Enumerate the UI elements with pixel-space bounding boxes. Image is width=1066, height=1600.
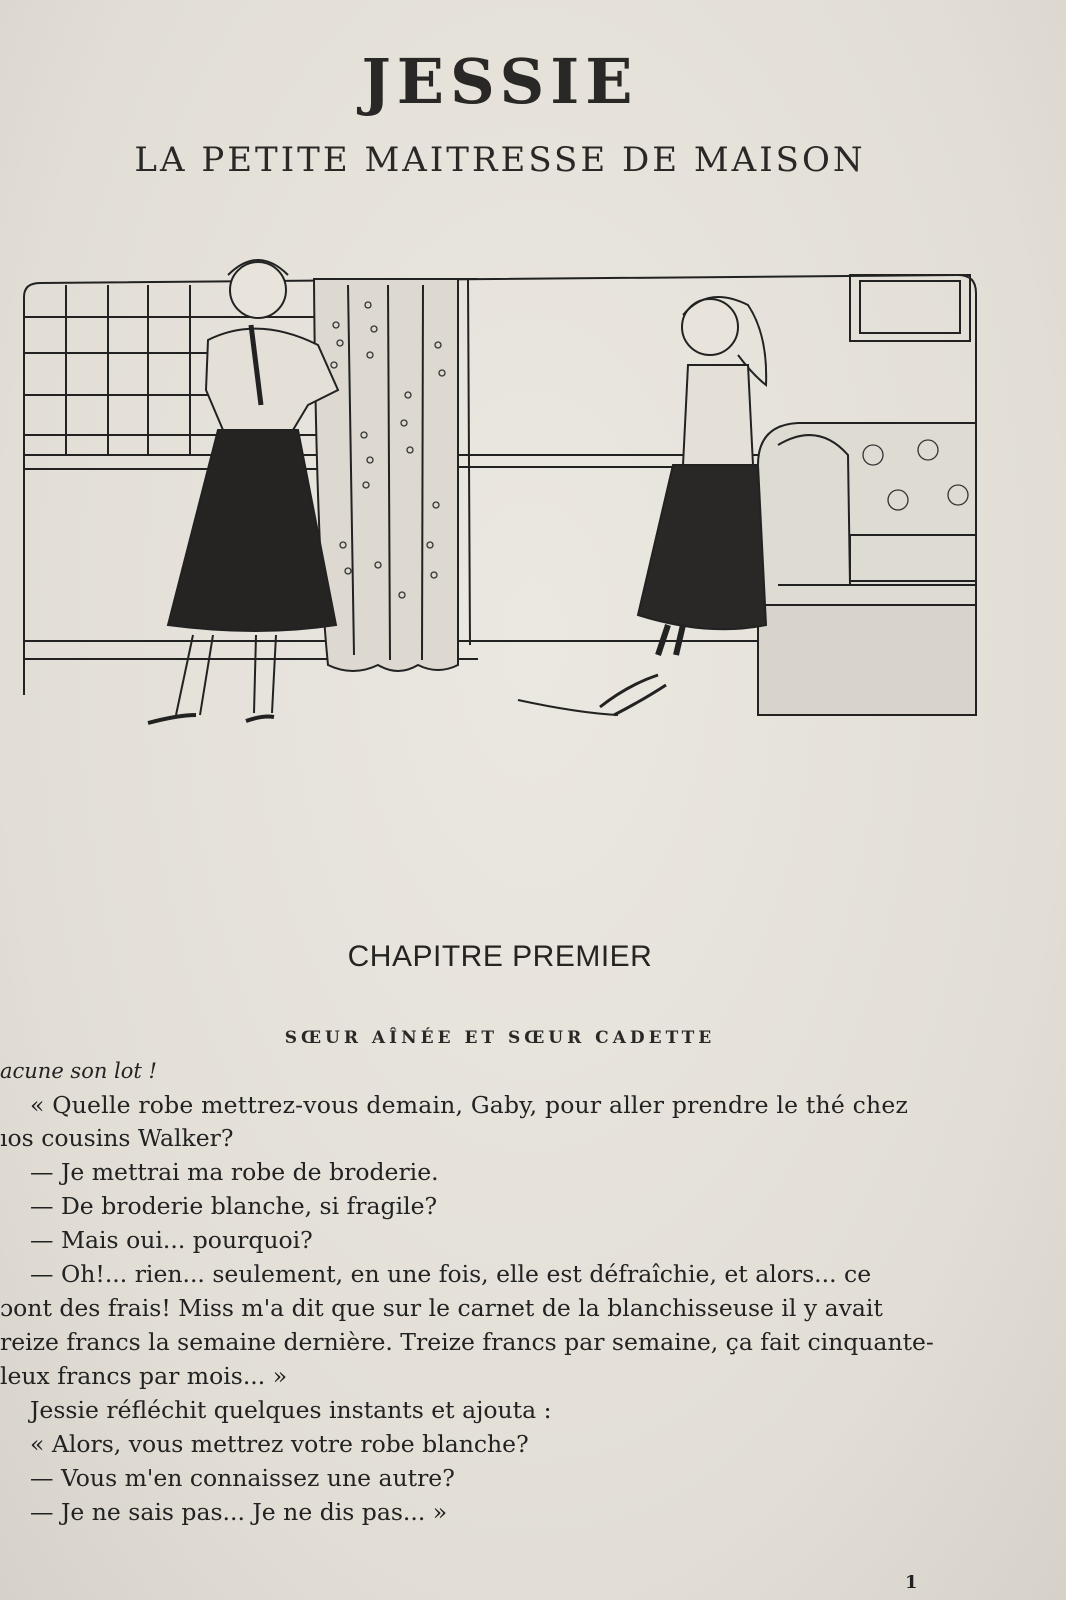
- chapter-subtitle: SŒUR AÎNÉE ET SŒUR CADETTE: [284, 1028, 716, 1048]
- illustration-two-girls-in-room: [18, 245, 1008, 755]
- book-subtitle: LA PETITE MAITRESSE DE MAISON: [134, 140, 866, 180]
- chapter-title: CHAPITRE PREMIER: [347, 940, 653, 973]
- text-line: — Je mettrai ma robe de broderie.: [30, 1158, 439, 1186]
- text-line: « Quelle robe mettrez-vous demain, Gaby, pour aller prendre le thé chez: [30, 1091, 909, 1119]
- text-line: — Mais oui... pourquoi?: [30, 1226, 313, 1254]
- text-line: « Alors, vous mettrez votre robe blanche?: [30, 1430, 529, 1458]
- text-line: ıos cousins Walker?: [0, 1124, 234, 1152]
- text-line: acune son lot !: [0, 1059, 157, 1083]
- text-line: Jessie réfléchit quelques instants et ajouta :: [30, 1396, 552, 1424]
- text-line: — De broderie blanche, si fragile?: [30, 1192, 438, 1220]
- text-line: — Je ne sais pas... Je ne dis pas... »: [30, 1498, 448, 1526]
- text-line: leux francs par mois... »: [0, 1362, 288, 1390]
- text-line: ɔont des frais! Miss m'a dit que sur le carnet de la blanchisseuse il y avait: [0, 1294, 883, 1322]
- book-title: JESSIE: [361, 45, 639, 118]
- text-line: — Vous m'en connaissez une autre?: [30, 1464, 455, 1492]
- page-number: 1: [905, 1572, 918, 1593]
- text-line: reize francs la semaine dernière. Treize francs par semaine, ça fait cinquante-: [0, 1328, 934, 1356]
- text-line: — Oh!... rien... seulement, en une fois, elle est défraîchie, et alors... ce: [30, 1260, 872, 1288]
